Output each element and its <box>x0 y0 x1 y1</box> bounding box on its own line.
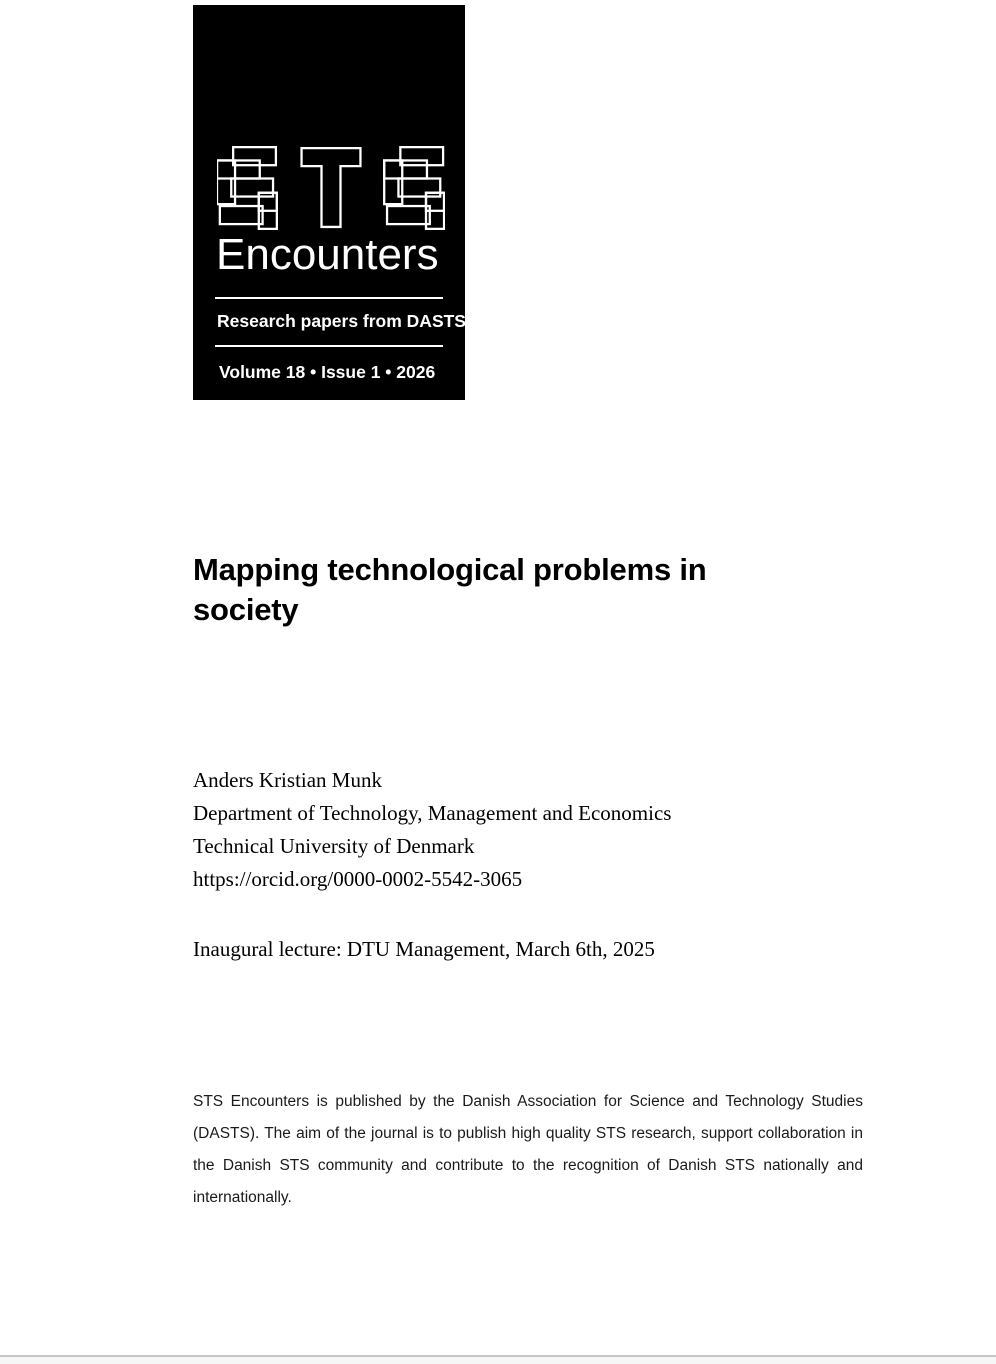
journal-issue-line: Volume 18 • Issue 1 • 2026 <box>219 362 436 382</box>
article-title-line-2: society <box>193 592 299 627</box>
window-bottom-edge <box>0 1355 996 1364</box>
author-block <box>193 764 671 896</box>
orcid-link[interactable]: https://orcid.org/0000-0002-5542-3065 <box>193 867 523 891</box>
author-affiliation-university: Technical University of Denmark <box>193 834 475 858</box>
logo-divider-bottom <box>215 345 443 347</box>
journal-name: Encounters <box>216 230 439 279</box>
journal-tagline: Research papers from DASTS <box>217 311 466 331</box>
article-title <box>193 550 707 630</box>
lecture-note: Inaugural lecture: DTU Management, March 6th, 2025 <box>193 937 655 961</box>
sts-logo-icon <box>217 145 445 236</box>
journal-about-text: STS Encounters is published by the Danish Association for Science and Technology Studies (DASTS). The aim of the journal is to publish high quality STS research, support collaboration in the Danish STS community and contribute to the recognition of Danish STS nationally and internationally. <box>193 1093 863 1206</box>
article-title-line-1: Mapping technological problems in <box>193 552 707 587</box>
logo-divider-top <box>215 297 443 299</box>
author-name: Anders Kristian Munk <box>193 768 382 792</box>
author-affiliation-department: Department of Technology, Management and Economics <box>193 801 672 825</box>
journal-logo-box <box>193 5 465 400</box>
